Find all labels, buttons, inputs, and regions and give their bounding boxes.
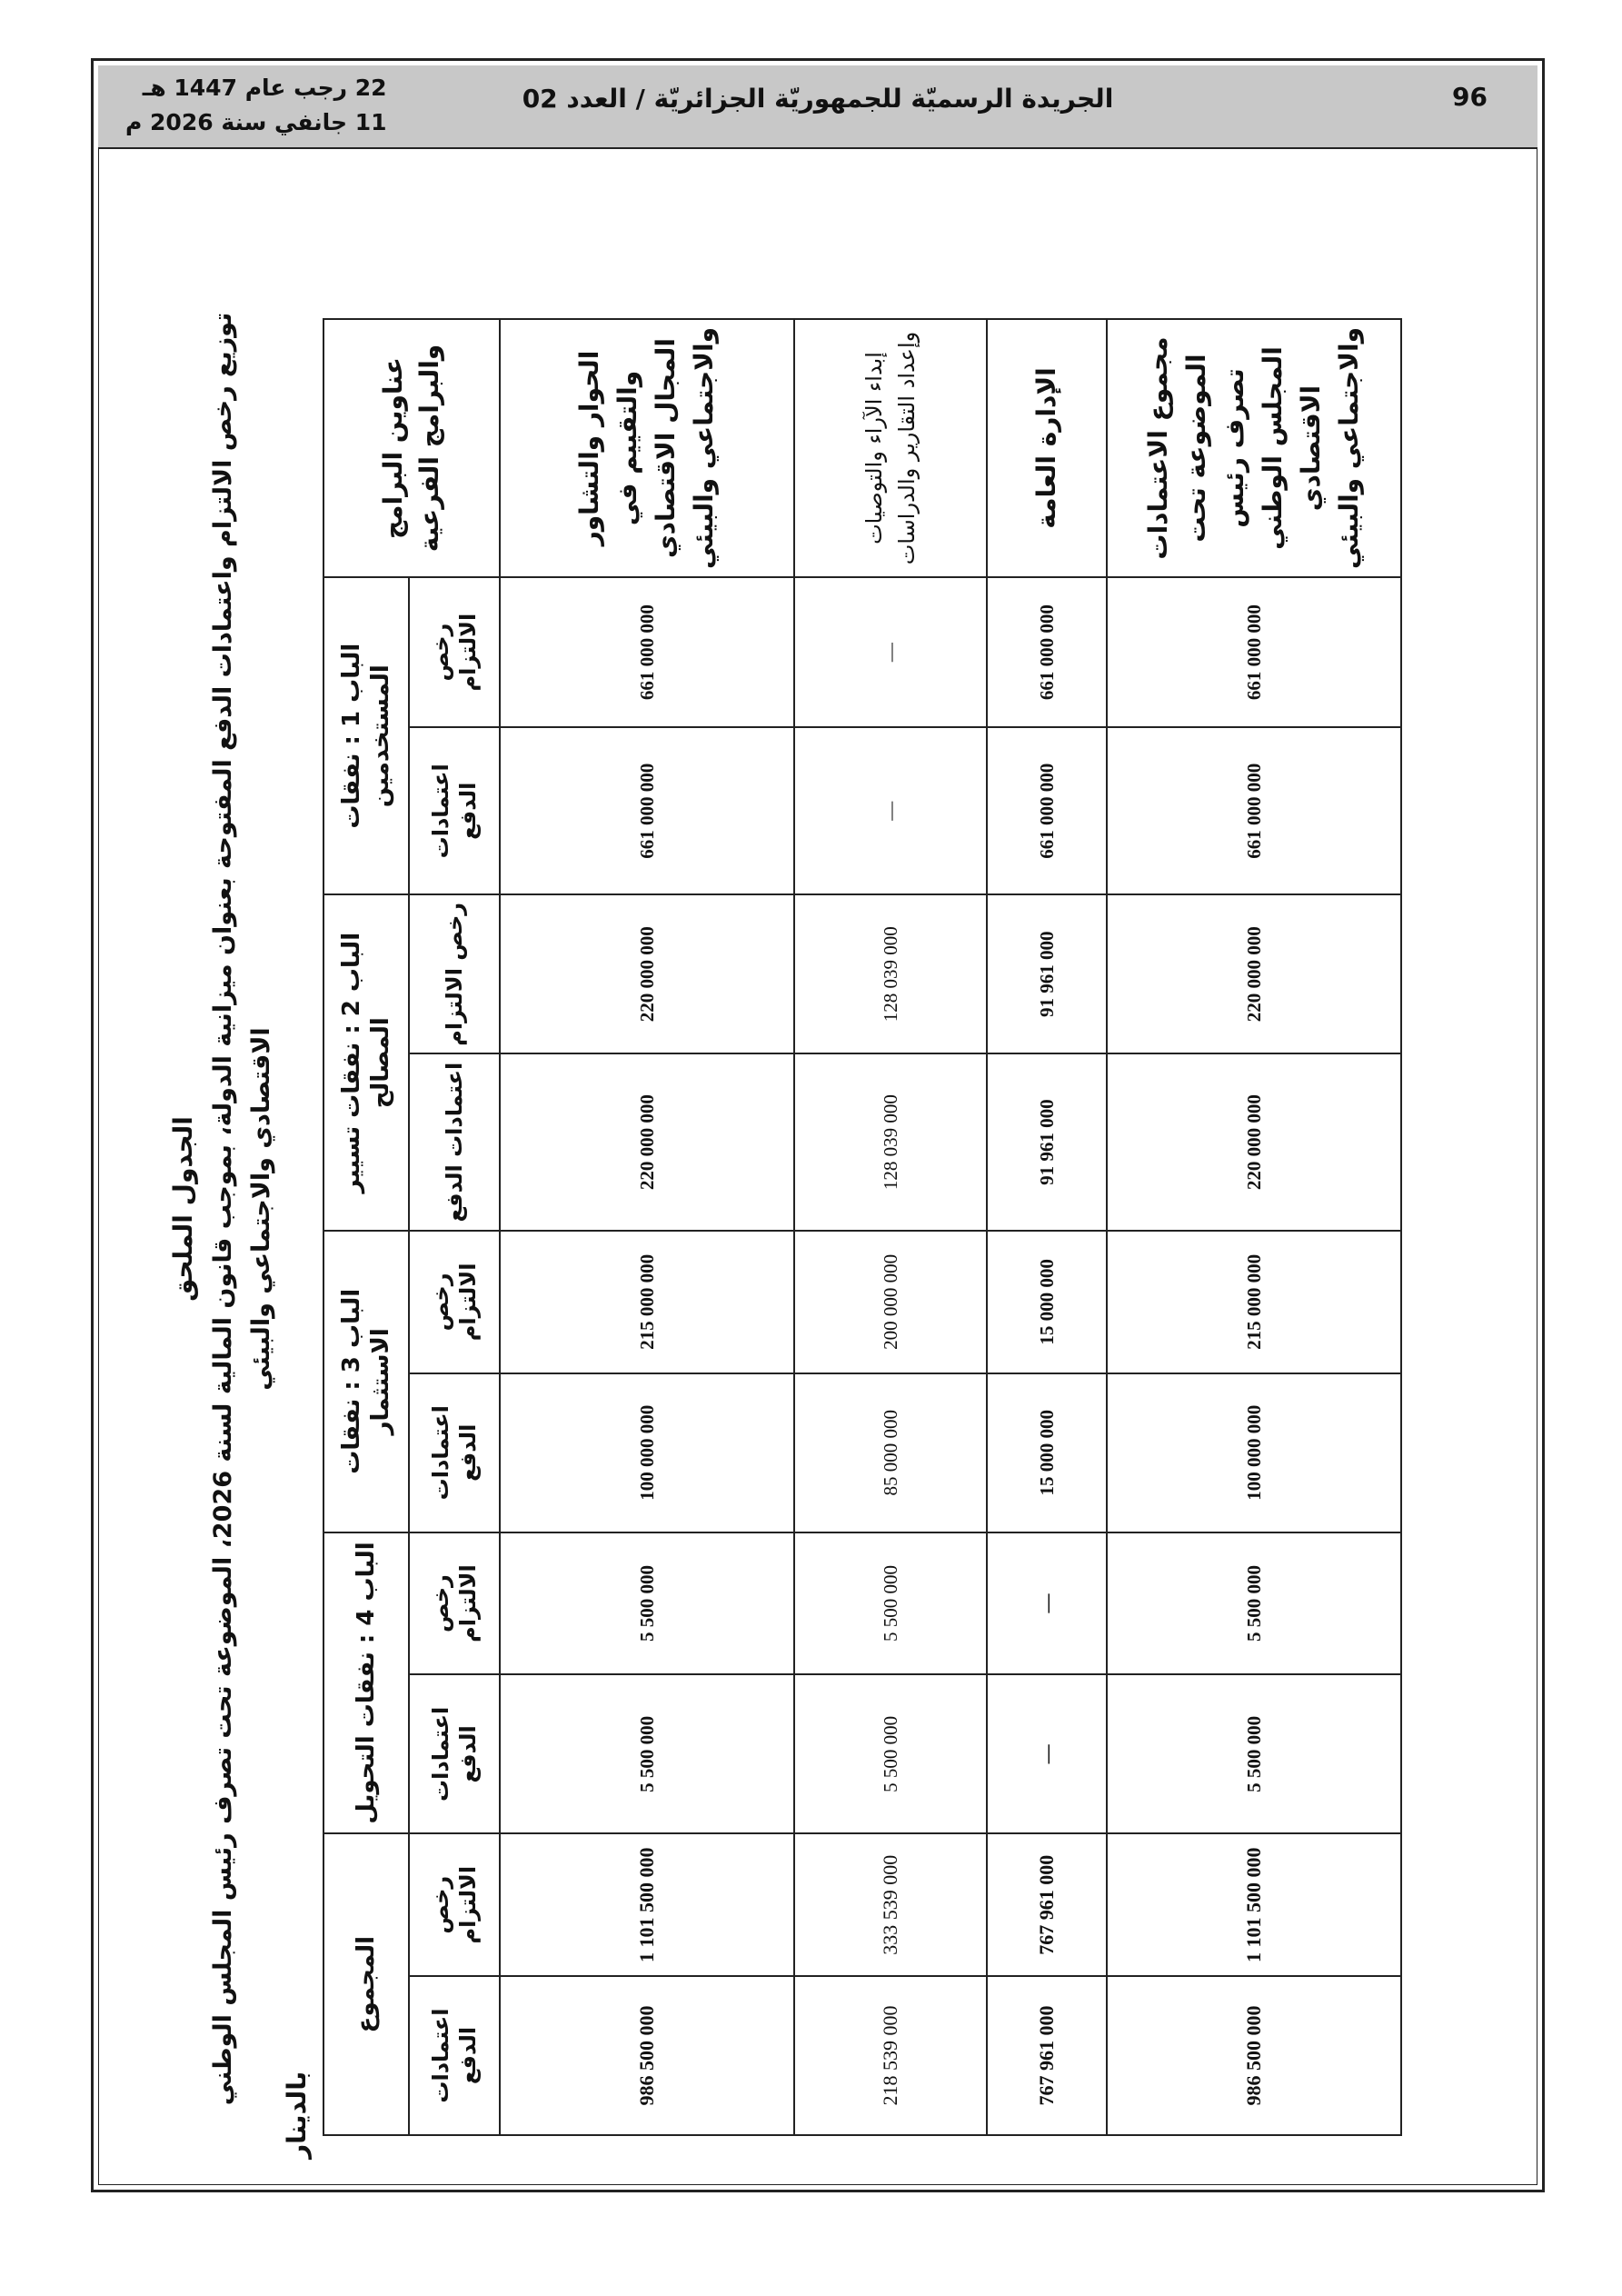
cell-value: 661 000 000 (1107, 577, 1401, 727)
cell-value: 5 500 000 (794, 1532, 987, 1675)
sub-header-cp: اعتمادات الدفع (409, 1373, 500, 1532)
currency-unit: بالدينار (282, 2071, 312, 2159)
cell-value: 661 000 000 (1107, 727, 1401, 894)
cell-value: 661 000 000 (987, 577, 1107, 727)
sub-header-ae: رخص الالتزام (409, 1231, 500, 1373)
rotated-content (164, 218, 1481, 2200)
program-name: مجموع الاعتمادات الموضوعة تحت تصرف رئيس المجلس الوطني الاقتصادي والاجتماعي والبيئي (1107, 319, 1401, 577)
cell-value: 215 000 000 (1107, 1231, 1401, 1373)
issue-dates (125, 71, 387, 140)
sub-header-cp: اعتمادات الدفع (409, 1976, 500, 2135)
cell-value: 128 039 000 (794, 1053, 987, 1231)
cell-value: 333 539 000 (794, 1833, 987, 1976)
program-name: الحوار والتشاور والتقييم في المجال الاقتصادي والاجتماعي والبيئي (500, 319, 794, 577)
cell-value: 91 961 000 (987, 894, 1107, 1053)
journal-title: الجريدة الرسميّة للجمهوريّة الجزائريّة / العدد 02 (522, 84, 1114, 114)
cell-value: 661 000 000 (987, 727, 1107, 894)
cell-value: 5 500 000 (1107, 1532, 1401, 1675)
page-header (98, 65, 1537, 149)
programs-header: عناوين البرامج والبرامج الفرعية (323, 319, 500, 577)
cell-value: 661 000 000 (500, 727, 794, 894)
table-row-total (1107, 319, 1401, 2135)
cell-value: 220 000 000 (500, 894, 794, 1053)
cell-value: 128 039 000 (794, 894, 987, 1053)
cell-value: — (794, 577, 987, 727)
cell-value: 767 961 000 (987, 1833, 1107, 1976)
table-row (794, 319, 987, 2135)
cell-value: 100 000 000 (500, 1373, 794, 1532)
budget-table (323, 318, 1402, 2136)
annex-description: توزيع رخص الالتزام واعتمادات الدفع المفتوحة بعنوان ميزانية الدولة، بموجب قانون المالية لسنة 2026، الموضوعة تحت تصرف رئيس المجلس الوطني (209, 312, 237, 2106)
table-row (987, 319, 1107, 2135)
page-number: 96 (1452, 82, 1488, 112)
cell-value: 986 500 000 (500, 1976, 794, 2135)
cell-value: — (987, 1532, 1107, 1675)
sub-header-ae: رخص الالتزام (409, 577, 500, 727)
cell-value: — (987, 1674, 1107, 1833)
cell-value: 200 000 000 (794, 1231, 987, 1373)
cell-value: 5 500 000 (1107, 1674, 1401, 1833)
group-header-title1: الباب 1 : نفقات المستخدمين (323, 577, 409, 894)
annex-title: الجدول الملحق (168, 1116, 198, 1302)
cell-value: — (794, 727, 987, 894)
cell-value: 100 000 000 (1107, 1373, 1401, 1532)
sub-header-ae: رخص الالتزام (409, 1833, 500, 1976)
cell-value: 1 101 500 000 (500, 1833, 794, 1976)
cell-value: 5 500 000 (794, 1674, 987, 1833)
sub-header-cp: اعتمادات الدفع (409, 727, 500, 894)
sub-header-ae: رخص الالتزام (409, 894, 500, 1053)
cell-value: 85 000 000 (794, 1373, 987, 1532)
cell-value: 5 500 000 (500, 1674, 794, 1833)
cell-value: 661 000 000 (500, 577, 794, 727)
cell-value: 220 000 000 (1107, 894, 1401, 1053)
cell-value: 220 000 000 (500, 1053, 794, 1231)
sub-header-ae: رخص الالتزام (409, 1532, 500, 1675)
cell-value: 15 000 000 (987, 1231, 1107, 1373)
cell-value: 218 539 000 (794, 1976, 987, 2135)
cell-value: 986 500 000 (1107, 1976, 1401, 2135)
gregorian-date: 11 جانفي سنة 2026 م (125, 109, 387, 135)
sub-header-cp: اعتمادات الدفع (409, 1674, 500, 1833)
cell-value: 1 101 500 000 (1107, 1833, 1401, 1976)
group-header-title3: الباب 3 : نفقات الاستثمار (323, 1231, 409, 1532)
group-header-total: المجموع (323, 1833, 409, 2135)
cell-value: 5 500 000 (500, 1532, 794, 1675)
cell-value: 220 000 000 (1107, 1053, 1401, 1231)
hijri-date: 22 رجب عام 1447 هـ (142, 75, 387, 101)
cell-value: 767 961 000 (987, 1976, 1107, 2135)
cell-value: 15 000 000 (987, 1373, 1107, 1532)
cell-value: 215 000 000 (500, 1231, 794, 1373)
group-header-title4: الباب 4 : نفقات التحويل (323, 1532, 409, 1834)
group-header-title2: الباب 2 : نفقات تسيير المصالح (323, 894, 409, 1231)
program-name: إبداء الآراء والتوصيات وإعداد التقارير والدراسات (794, 319, 987, 577)
cell-value: 91 961 000 (987, 1053, 1107, 1231)
sub-header-cp: اعتمادات الدفع (409, 1053, 500, 1231)
annex-description-cont: الاقتصادي والاجتماعي والبيئي (247, 1027, 275, 1391)
program-name: الإدارة العامة (987, 319, 1107, 577)
table-row (500, 319, 794, 2135)
